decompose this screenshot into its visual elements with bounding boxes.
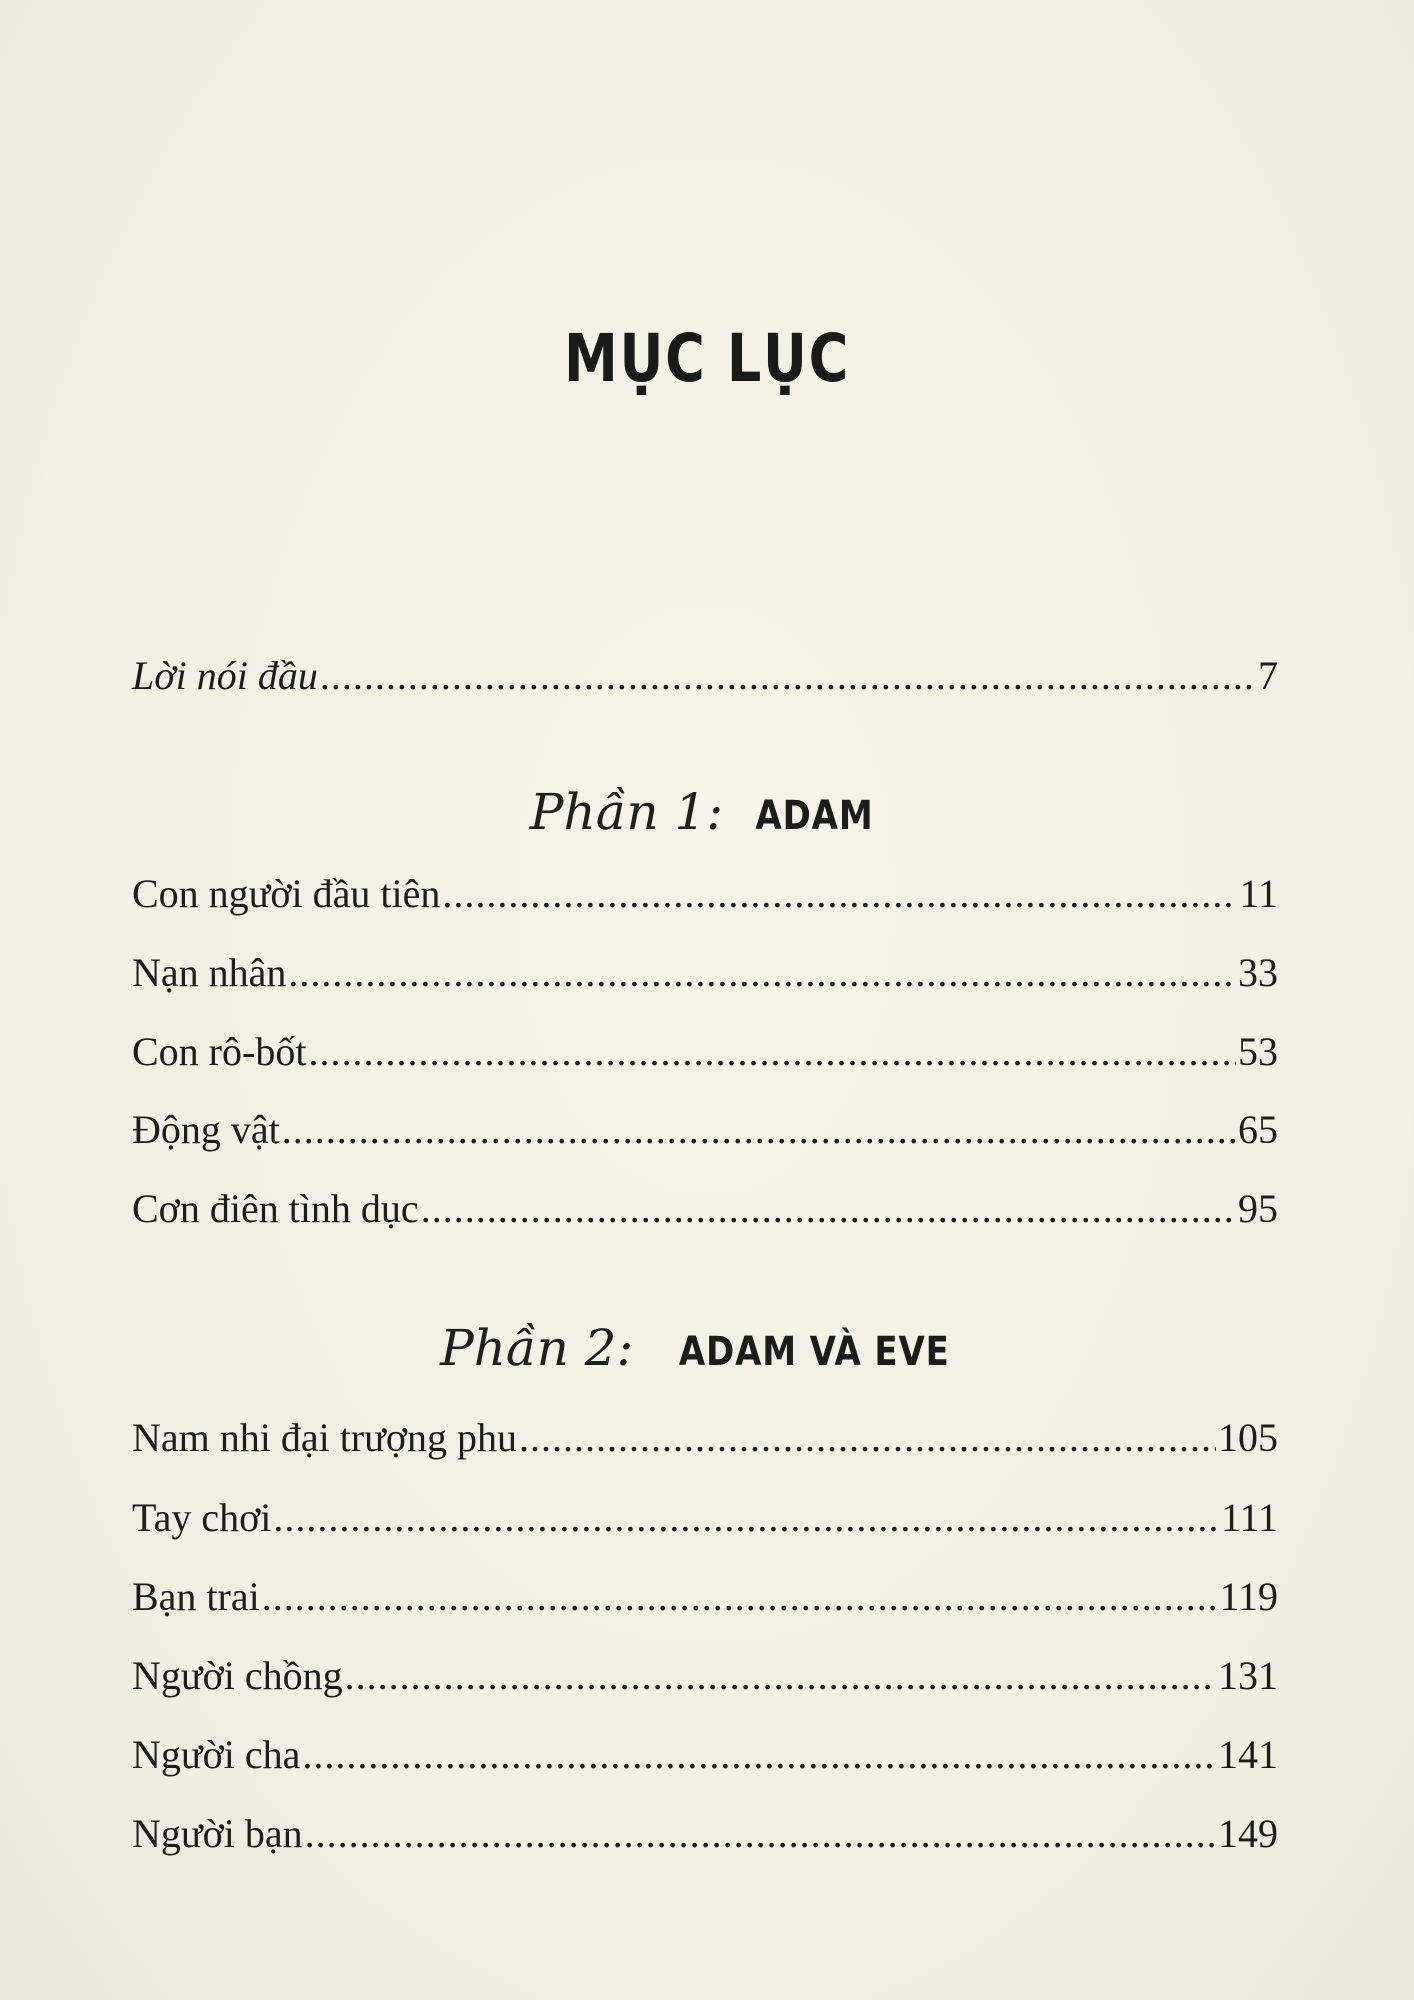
toc-entry bbox=[132, 1414, 1278, 1462]
toc-leader-dots bbox=[442, 870, 1237, 918]
part-label: Phần 2: bbox=[440, 1319, 634, 1377]
toc-entry bbox=[132, 1494, 1278, 1542]
toc-entry-page: 111 bbox=[1220, 1495, 1278, 1540]
toc-entry-label: Người chồng bbox=[132, 1653, 343, 1698]
toc-entry-page: 7 bbox=[1258, 653, 1278, 698]
part-heading-2 bbox=[0, 1308, 1414, 1388]
toc-leader-dots bbox=[421, 1185, 1236, 1233]
toc-entry bbox=[132, 1731, 1278, 1779]
page-title: MỤC LỤC bbox=[563, 320, 851, 397]
toc-entry-label: Động vật bbox=[132, 1107, 280, 1152]
toc-entry-page: 105 bbox=[1218, 1415, 1278, 1460]
toc-entry bbox=[132, 1573, 1278, 1621]
toc-entry bbox=[132, 1185, 1278, 1233]
toc-entry-label: Con rô-bốt bbox=[132, 1029, 307, 1074]
toc-entry-page: 65 bbox=[1238, 1107, 1278, 1152]
toc-leader-dots bbox=[282, 1106, 1236, 1154]
toc-leader-dots bbox=[519, 1414, 1216, 1462]
toc-leader-dots bbox=[273, 1494, 1219, 1542]
toc-entry-page: 149 bbox=[1218, 1811, 1278, 1856]
toc-entry-page: 131 bbox=[1218, 1653, 1278, 1698]
part-label: Phần 1: bbox=[529, 783, 724, 841]
toc-entry-label: Tay chơi bbox=[132, 1495, 272, 1540]
toc-entry bbox=[132, 1810, 1278, 1858]
toc-leader-dots bbox=[320, 652, 1256, 700]
toc-entry-label: Người cha bbox=[132, 1732, 301, 1777]
toc-entry-label: Bạn trai bbox=[132, 1574, 260, 1619]
toc-leader-dots bbox=[345, 1652, 1216, 1700]
toc-entry-label: Nam nhi đại trượng phu bbox=[132, 1415, 517, 1460]
toc-entry-page: 119 bbox=[1219, 1574, 1278, 1619]
toc-entry-page: 11 bbox=[1239, 871, 1278, 916]
toc-entry bbox=[132, 870, 1278, 918]
toc-leader-dots bbox=[262, 1573, 1218, 1621]
part-name: ADAM bbox=[755, 793, 874, 839]
toc-entry bbox=[132, 949, 1278, 997]
toc-leader-dots bbox=[308, 1028, 1236, 1076]
toc-entry-page: 33 bbox=[1238, 950, 1278, 995]
toc-entry-label: Cơn điên tình dục bbox=[132, 1186, 419, 1231]
part-heading-1 bbox=[0, 772, 1414, 852]
toc-entry-label: Nạn nhân bbox=[132, 950, 287, 995]
toc-entry-page: 95 bbox=[1238, 1186, 1278, 1231]
toc-entry bbox=[132, 1028, 1278, 1076]
toc-entry-preface bbox=[132, 652, 1278, 700]
toc-entry-label: Lời nói đầu bbox=[132, 653, 318, 698]
toc-entry-page: 141 bbox=[1218, 1732, 1278, 1777]
toc-entry bbox=[132, 1652, 1278, 1700]
toc-entry-label: Con người đầu tiên bbox=[132, 871, 441, 916]
toc-leader-dots bbox=[288, 949, 1236, 997]
toc-leader-dots bbox=[305, 1810, 1216, 1858]
toc-entry bbox=[132, 1106, 1278, 1154]
toc-entry-page: 53 bbox=[1238, 1029, 1278, 1074]
toc-leader-dots bbox=[302, 1731, 1216, 1779]
toc-entry-label: Người bạn bbox=[132, 1811, 303, 1856]
part-name: ADAM VÀ EVE bbox=[679, 1329, 951, 1375]
